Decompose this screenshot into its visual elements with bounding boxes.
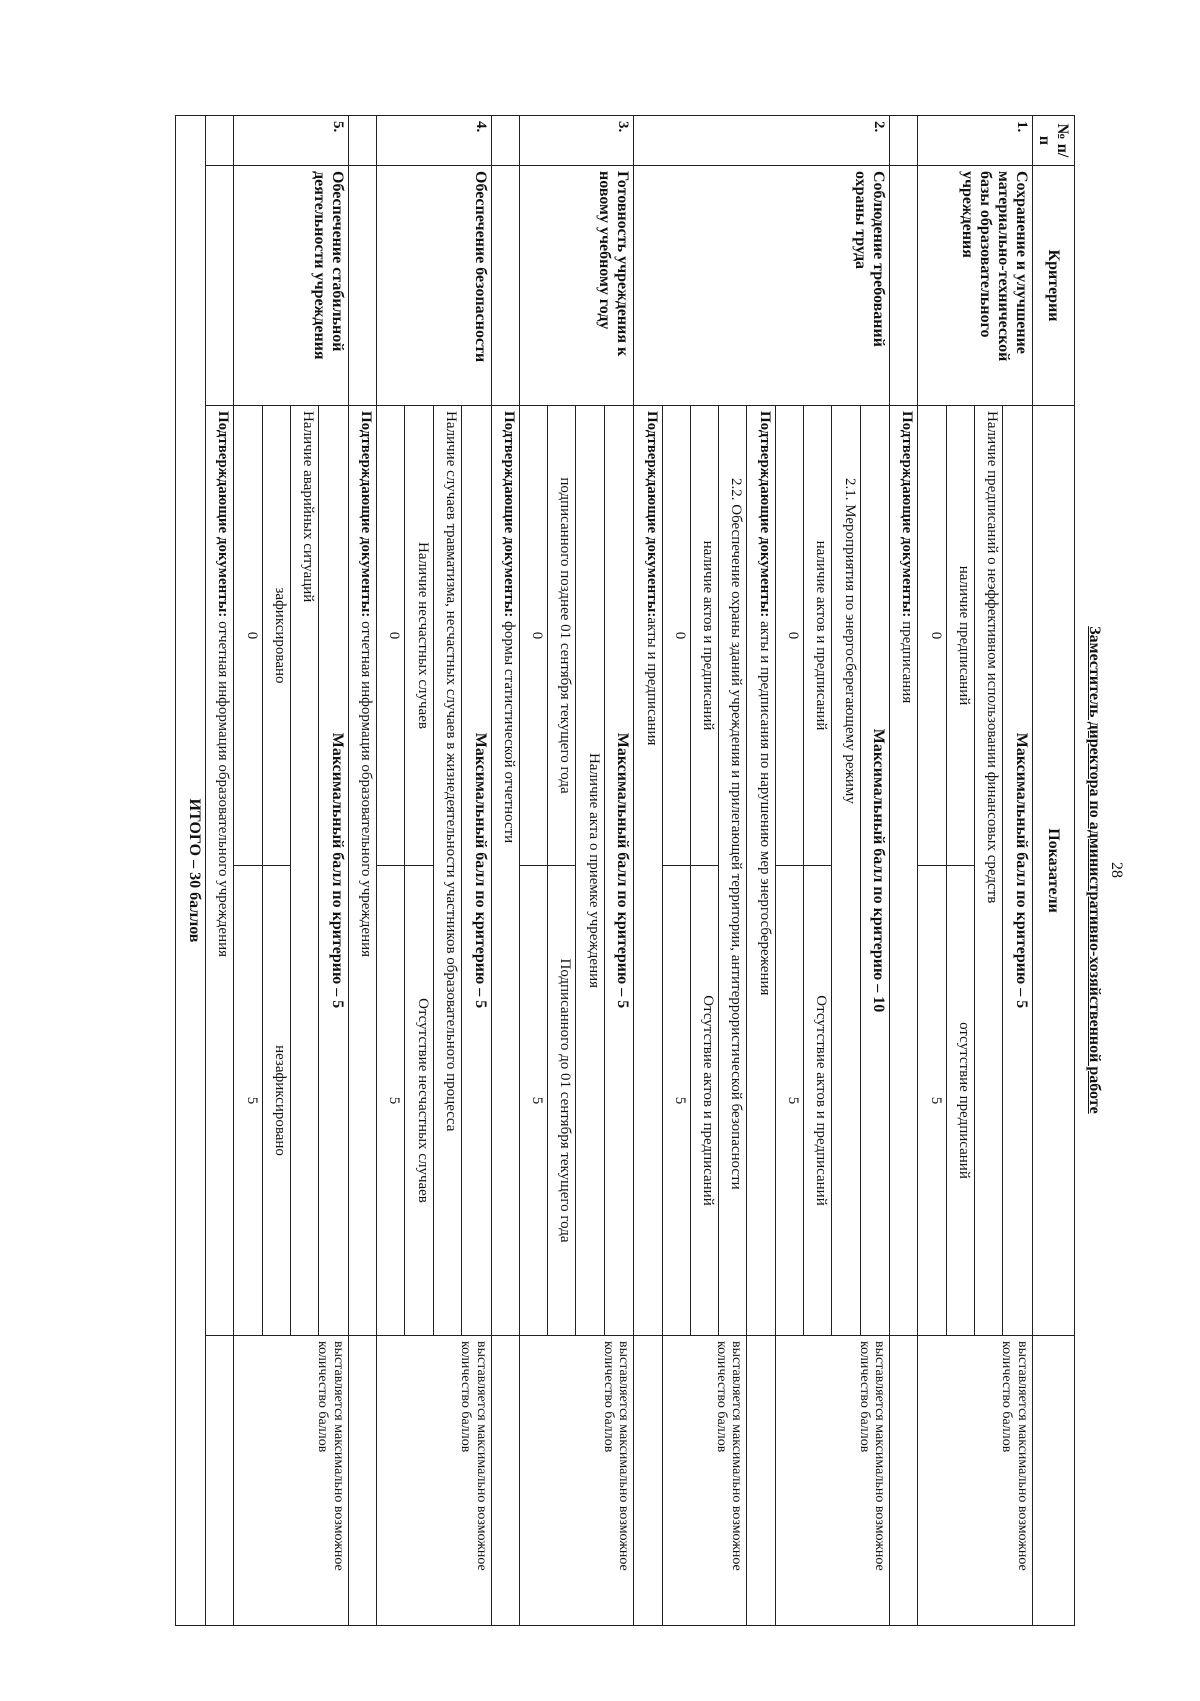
rotated-page bbox=[175, 115, 1125, 1625]
page-title: Заместитель директора по административно-хозяйственной работе bbox=[1086, 626, 1103, 1114]
right-label: Подписанного до 01 сентября текущего года bbox=[548, 866, 576, 1336]
indicator-text: 2.1. Мероприятия по энергосберегающему режиму bbox=[832, 406, 860, 1336]
indicator-text: Наличие предписаний о неэффективном использовании финансовых средств bbox=[975, 406, 1003, 1336]
supporting-docs: Подтверждающие документы: отчетная информация образовательного учреждения bbox=[206, 406, 234, 1336]
score-note: выставляется максимально возможное количество баллов bbox=[519, 1336, 634, 1626]
right-label: незафиксировано bbox=[262, 866, 290, 1336]
score-note: выставляется максимально возможное количество баллов bbox=[662, 1336, 747, 1626]
row-number: 5. bbox=[234, 116, 349, 166]
left-score: 0 bbox=[775, 406, 803, 866]
max-score: Максимальный балл по критерию – 5 bbox=[319, 406, 349, 1336]
indicator-text: Наличие аварийных ситуаций bbox=[290, 406, 318, 1336]
max-score: Максимальный балл по критерию – 5 bbox=[1003, 406, 1033, 1336]
right-score: 5 bbox=[234, 866, 262, 1336]
row-number: 3. bbox=[519, 116, 634, 166]
supporting-docs: Подтверждающие документы: отчетная информация образовательного учреждения bbox=[348, 406, 376, 1336]
max-score: Максимальный балл по критерию – 5 bbox=[604, 406, 634, 1336]
left-score: 0 bbox=[377, 406, 405, 866]
left-score: 0 bbox=[519, 406, 547, 866]
right-score: 5 bbox=[662, 866, 690, 1336]
header-num: № п/п bbox=[1033, 116, 1075, 166]
criterion-text: Обеспечение безопасности bbox=[377, 166, 492, 406]
left-score: 0 bbox=[234, 406, 262, 866]
row-number: 4. bbox=[377, 116, 492, 166]
table-header-row bbox=[1033, 116, 1075, 1626]
left-label: наличие актов и предписаний bbox=[804, 406, 832, 866]
left-label: наличие актов и предписаний bbox=[690, 406, 718, 866]
header-criteria: Критерии bbox=[1033, 166, 1075, 406]
criterion-text: Обеспечение стабильной деятельности учреждения bbox=[234, 166, 349, 406]
supporting-docs: Подтверждающие документы: акты и предписания по нарушению мер энергосбережения bbox=[747, 406, 775, 1336]
right-label: Отсутствие несчастных случаев bbox=[405, 866, 433, 1336]
indicator-text: 2.2. Обеспечение охраны зданий учреждения и прилегающей территории, антитеррористической безопасности bbox=[719, 406, 747, 1336]
score-note: выставляется максимально возможное количество баллов bbox=[918, 1336, 1033, 1626]
left-label: Наличие несчастных случаев bbox=[405, 406, 433, 866]
supporting-docs: Подтверждающие документы:акты и предписания bbox=[634, 406, 662, 1336]
criterion-text: Сохранение и улучшение материально-технической базы образовательного учреждения bbox=[918, 166, 1033, 406]
table-row bbox=[319, 116, 349, 1626]
max-score: Максимальный балл по критерию – 5 bbox=[461, 406, 491, 1336]
criterion-text: Готовность учреждения к новому учебному году bbox=[519, 166, 634, 406]
row-number: 2. bbox=[634, 116, 890, 166]
score-note: выставляется максимально возможное количество баллов bbox=[775, 1336, 890, 1626]
right-score: 5 bbox=[918, 866, 946, 1336]
right-label: Отсутствие актов и предписаний bbox=[690, 866, 718, 1336]
table-row bbox=[461, 116, 491, 1626]
score-note: выставляется максимально возможное количество баллов bbox=[234, 1336, 349, 1626]
score-note: выставляется максимально возможное количество баллов bbox=[377, 1336, 492, 1626]
right-score: 5 bbox=[519, 866, 547, 1336]
criteria-table bbox=[175, 115, 1075, 1626]
indicator-text: Наличие акта о приемке учреждения bbox=[576, 406, 604, 1336]
left-label: зафиксировано bbox=[262, 406, 290, 866]
total-row bbox=[176, 116, 206, 1626]
right-score: 5 bbox=[775, 866, 803, 1336]
left-label: подписанного позднее 01 сентября текущего года bbox=[548, 406, 576, 866]
total-text: ИТОГО – 30 баллов bbox=[176, 116, 206, 1626]
page-number: 28 bbox=[1108, 862, 1125, 878]
left-label: наличие предписаний bbox=[946, 406, 974, 866]
table-row bbox=[604, 116, 634, 1626]
left-score: 0 bbox=[662, 406, 690, 866]
indicator-text: Наличие случаев травматизма, несчастных случаев в жизнедеятельности участников образовательного процесса bbox=[433, 406, 461, 1336]
right-label: отсутствие предписаний bbox=[946, 866, 974, 1336]
table-row bbox=[860, 116, 890, 1626]
left-score: 0 bbox=[918, 406, 946, 866]
right-label: Отсутствие актов и предписаний bbox=[804, 866, 832, 1336]
supporting-docs: Подтверждающие документы: формы статистической отчетности bbox=[491, 406, 519, 1336]
right-score: 5 bbox=[377, 866, 405, 1336]
max-score: Максимальный балл по критерию – 10 bbox=[860, 406, 890, 1336]
supporting-docs: Подтверждающие документы: предписания bbox=[890, 406, 918, 1336]
header-indicators: Показатели bbox=[1033, 406, 1075, 1336]
table-row bbox=[1003, 116, 1033, 1626]
criterion-text: Соблюдение требований охраны труда bbox=[634, 166, 890, 406]
row-number: 1. bbox=[918, 116, 1033, 166]
